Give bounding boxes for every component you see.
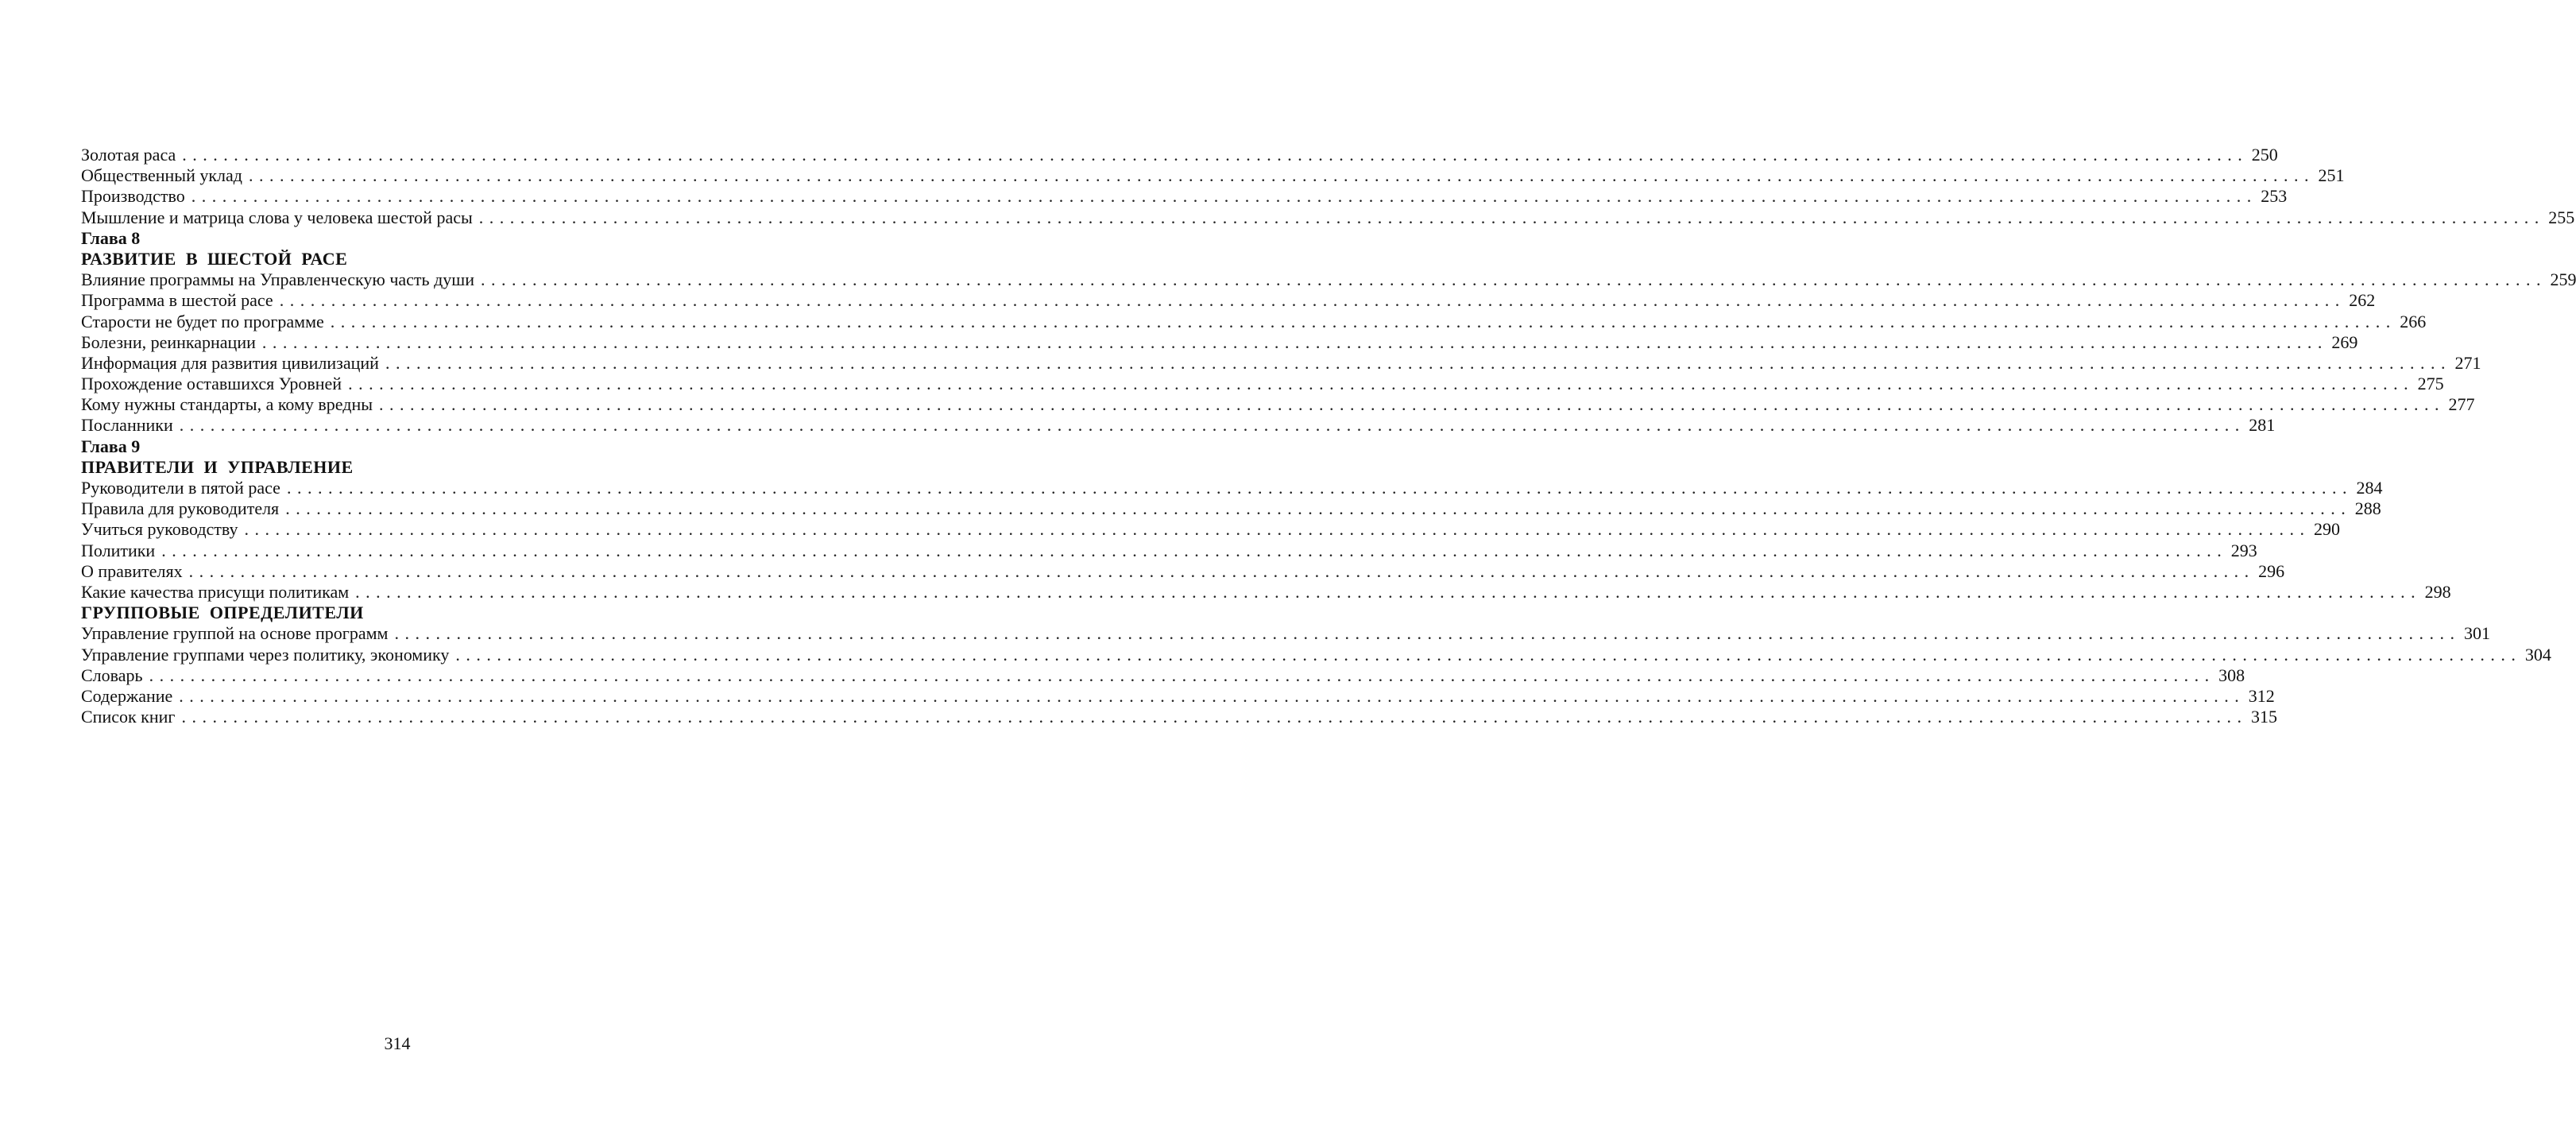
- dot-leader: . . . . . . . . . . . . . . . . . . . . . . . . . . . . . . . . . . . . . . . . . . . . . . . . . . . . . . . . . . . . . . . . . . . . . . . . . . . . . . . . . . . . . . . . . . . . . . . . . . . . . . . . . . . . . . . . . . . . . . . . . . . . . . . . . . . . . . . . . . . . . . . . . . . . . . . . . . . . . . . . . . . . . . . . . . . . . . . . . . . . . . . . . . . . . . . . . . . . . . . .: [261, 331, 2323, 352]
- toc-entry: [81, 269, 2576, 290]
- toc-entry-page: 277: [2448, 394, 2475, 415]
- toc-entry-page: 298: [2424, 581, 2451, 602]
- dot-leader: . . . . . . . . . . . . . . . . . . . . . . . . . . . . . . . . . . . . . . . . . . . . . . . . . . . . . . . . . . . . . . . . . . . . . . . . . . . . . . . . . . . . . . . . . . . . . . . . . . . . . . . . . . . . . . . . . . . . . . . . . . . . . . . . . . . . . . . . . . . . . . . . . . . . . . . . . . . . . . . . . . . . . . . . . . . . . . . . . . . . . . . . . . . . . . . . . . . . . . . .: [385, 352, 2446, 373]
- section-heading: ПРАВИТЕЛИ И УПРАВЛЕНИЕ: [81, 456, 354, 477]
- dot-leader: . . . . . . . . . . . . . . . . . . . . . . . . . . . . . . . . . . . . . . . . . . . . . . . . . . . . . . . . . . . . . . . . . . . . . . . . . . . . . . . . . . . . . . . . . . . . . . . . . . . . . . . . . . . . . . . . . . . . . . . . . . . . . . . . . . . . . . . . . . . . . . . . . . . . . . . . . . . . . . . . . . . . . . . . . . . . . . . . . . . . . . . . . . . . . . . . . . . . . . . .: [478, 207, 2540, 227]
- toc-entry-page: 315: [2250, 707, 2277, 727]
- dot-leader: . . . . . . . . . . . . . . . . . . . . . . . . . . . . . . . . . . . . . . . . . . . . . . . . . . . . . . . . . . . . . . . . . . . . . . . . . . . . . . . . . . . . . . . . . . . . . . . . . . . . . . . . . . . . . . . . . . . . . . . . . . . . . . . . . . . . . . . . . . . . . . . . . . . . . . . . . . . . . . . . . . . . . . . . . . . . . . . . . . . . . . . . . . . . . . . . . . . . . . . .: [179, 685, 2240, 706]
- dot-leader: . . . . . . . . . . . . . . . . . . . . . . . . . . . . . . . . . . . . . . . . . . . . . . . . . . . . . . . . . . . . . . . . . . . . . . . . . . . . . . . . . . . . . . . . . . . . . . . . . . . . . . . . . . . . . . . . . . . . . . . . . . . . . . . . . . . . . . . . . . . . . . . . . . . . . . . . . . . . . . . . . . . . . . . . . . . . . . . . . . . . . . . . . . . . . . . . . . . . . . . .: [348, 374, 2409, 394]
- toc-entry-title: Старости не будет по программе: [81, 311, 324, 331]
- toc-entry-page: 271: [2454, 352, 2481, 373]
- toc-entry-title: Болезни, реинкарнации: [81, 331, 256, 352]
- toc-entry: [81, 560, 2285, 582]
- toc-entry-title: Правила для руководителя: [81, 498, 280, 519]
- toc-entry: [81, 685, 2275, 707]
- toc-entry: [81, 540, 2257, 561]
- toc-entry-page: 250: [2251, 145, 2278, 165]
- toc-entry-page: 293: [2230, 540, 2257, 560]
- toc-entry-title: Программа в шестой расе: [81, 290, 273, 311]
- dot-leader: . . . . . . . . . . . . . . . . . . . . . . . . . . . . . . . . . . . . . . . . . . . . . . . . . . . . . . . . . . . . . . . . . . . . . . . . . . . . . . . . . . . . . . . . . . . . . . . . . . . . . . . . . . . . . . . . . . . . . . . . . . . . . . . . . . . . . . . . . . . . . . . . . . . . . . . . . . . . . . . . . . . . . . . . . . . . . . . . . . . . . . . . . . . . . . . . . . . . . . . .: [286, 478, 2348, 498]
- toc-entry: [81, 707, 2277, 727]
- dot-leader: . . . . . . . . . . . . . . . . . . . . . . . . . . . . . . . . . . . . . . . . . . . . . . . . . . . . . . . . . . . . . . . . . . . . . . . . . . . . . . . . . . . . . . . . . . . . . . . . . . . . . . . . . . . . . . . . . . . . . . . . . . . . . . . . . . . . . . . . . . . . . . . . . . . . . . . . . . . . . . . . . . . . . . . . . . . . . . . . . . . . . . . . . . . . . . . . . . . . . . . .: [379, 394, 2440, 415]
- toc-entry-title: Учиться руководству: [81, 519, 238, 540]
- toc-entry-title: Производство: [81, 186, 185, 207]
- toc-entry: [81, 331, 2358, 353]
- toc-entry: [81, 311, 2427, 332]
- dot-leader: . . . . . . . . . . . . . . . . . . . . . . . . . . . . . . . . . . . . . . . . . . . . . . . . . . . . . . . . . . . . . . . . . . . . . . . . . . . . . . . . . . . . . . . . . . . . . . . . . . . . . . . . . . . . . . . . . . . . . . . . . . . . . . . . . . . . . . . . . . . . . . . . . . . . . . . . . . . . . . . . . . . . . . . . . . . . . . . . . . . . . . . . . . . . . . . . . . . . . . . .: [244, 519, 2306, 540]
- dot-leader: . . . . . . . . . . . . . . . . . . . . . . . . . . . . . . . . . . . . . . . . . . . . . . . . . . . . . . . . . . . . . . . . . . . . . . . . . . . . . . . . . . . . . . . . . . . . . . . . . . . . . . . . . . . . . . . . . . . . . . . . . . . . . . . . . . . . . . . . . . . . . . . . . . . . . . . . . . . . . . . . . . . . . . . . . . . . . . . . . . . . . . . . . . . . . . . . . . . . . . . .: [355, 581, 2416, 602]
- toc-entry-title: Словарь: [81, 665, 143, 685]
- toc-entry-title: Управление группами через политику, экономику: [81, 644, 450, 665]
- toc-entry-page: 253: [2261, 186, 2288, 207]
- toc-entry-page: 251: [2318, 165, 2345, 186]
- toc-entry: [81, 478, 2383, 498]
- toc-entry-page: 290: [2314, 519, 2341, 540]
- toc-entry-page: 281: [2249, 415, 2276, 436]
- toc-entry: [81, 165, 2345, 186]
- toc-entry-title: Кому нужны стандарты, а кому вредны: [81, 394, 373, 415]
- toc-entry-title: Золотая раса: [81, 145, 176, 165]
- toc-entry-title: О правителях: [81, 560, 183, 581]
- toc-entry-title: Информация для развития цивилизаций: [81, 352, 379, 373]
- toc-entry-title: Список книг: [81, 707, 176, 727]
- dot-leader: . . . . . . . . . . . . . . . . . . . . . . . . . . . . . . . . . . . . . . . . . . . . . . . . . . . . . . . . . . . . . . . . . . . . . . . . . . . . . . . . . . . . . . . . . . . . . . . . . . . . . . . . . . . . . . . . . . . . . . . . . . . . . . . . . . . . . . . . . . . . . . . . . . . . . . . . . . . . . . . . . . . . . . . . . . . . . . . . . . . . . . . . . . . . . . . . . . . . . . . .: [285, 498, 2346, 519]
- toc-entry: [81, 352, 2481, 374]
- toc-entry: [81, 374, 2444, 394]
- dot-leader: . . . . . . . . . . . . . . . . . . . . . . . . . . . . . . . . . . . . . . . . . . . . . . . . . . . . . . . . . . . . . . . . . . . . . . . . . . . . . . . . . . . . . . . . . . . . . . . . . . . . . . . . . . . . . . . . . . . . . . . . . . . . . . . . . . . . . . . . . . . . . . . . . . . . . . . . . . . . . . . . . . . . . . . . . . . . . . . . . . . . . . . . . . . . . . . . . . . . . . . .: [248, 165, 2310, 186]
- toc-entry-title: Какие качества присущи политикам: [81, 581, 350, 602]
- toc-entry-title: Общественный уклад: [81, 165, 242, 186]
- toc-entry-page: 301: [2463, 623, 2490, 644]
- toc-entry-title: Прохождение оставшихся Уровней: [81, 374, 342, 394]
- dot-leader: . . . . . . . . . . . . . . . . . . . . . . . . . . . . . . . . . . . . . . . . . . . . . . . . . . . . . . . . . . . . . . . . . . . . . . . . . . . . . . . . . . . . . . . . . . . . . . . . . . . . . . . . . . . . . . . . . . . . . . . . . . . . . . . . . . . . . . . . . . . . . . . . . . . . . . . . . . . . . . . . . . . . . . . . . . . . . . . . . . . . . . . . . . . . . . . . . . . . . . . .: [149, 665, 2210, 685]
- toc-entry-title: Руководители в пятой расе: [81, 478, 280, 498]
- dot-leader: . . . . . . . . . . . . . . . . . . . . . . . . . . . . . . . . . . . . . . . . . . . . . . . . . . . . . . . . . . . . . . . . . . . . . . . . . . . . . . . . . . . . . . . . . . . . . . . . . . . . . . . . . . . . . . . . . . . . . . . . . . . . . . . . . . . . . . . . . . . . . . . . . . . . . . . . . . . . . . . . . . . . . . . . . . . . . . . . . . . . . . . . . . . . . . . . . . . . . . . .: [191, 186, 2253, 207]
- toc-entry-page: 312: [2248, 685, 2275, 706]
- dot-leader: . . . . . . . . . . . . . . . . . . . . . . . . . . . . . . . . . . . . . . . . . . . . . . . . . . . . . . . . . . . . . . . . . . . . . . . . . . . . . . . . . . . . . . . . . . . . . . . . . . . . . . . . . . . . . . . . . . . . . . . . . . . . . . . . . . . . . . . . . . . . . . . . . . . . . . . . . . . . . . . . . . . . . . . . . . . . . . . . . . . . . . . . . . . . . . . . . . . . . . . .: [182, 145, 2243, 165]
- toc-entry: [81, 519, 2341, 540]
- toc-entry: [81, 290, 2376, 311]
- toc-entry: [81, 665, 2245, 686]
- dot-leader: . . . . . . . . . . . . . . . . . . . . . . . . . . . . . . . . . . . . . . . . . . . . . . . . . . . . . . . . . . . . . . . . . . . . . . . . . . . . . . . . . . . . . . . . . . . . . . . . . . . . . . . . . . . . . . . . . . . . . . . . . . . . . . . . . . . . . . . . . . . . . . . . . . . . . . . . . . . . . . . . . . . . . . . . . . . . . . . . . . . . . . . . . . . . . . . . . . . . . . . .: [279, 290, 2341, 311]
- toc-entry-title: Посланники: [81, 415, 173, 436]
- chapter-label: Глава 9: [81, 436, 141, 456]
- toc-entry-title: Управление группой на основе программ: [81, 623, 389, 644]
- toc-entry-page: 262: [2349, 290, 2376, 311]
- toc-entry-page: 269: [2331, 331, 2358, 352]
- toc-entry: [81, 186, 2288, 207]
- toc-entry-page: 304: [2524, 644, 2551, 665]
- toc-entry: [81, 581, 2451, 603]
- toc-entry: [81, 394, 2475, 415]
- toc-entry: [81, 415, 2276, 436]
- chapter-label: Глава 8: [81, 227, 141, 248]
- toc-entry-page: 284: [2356, 478, 2383, 498]
- toc-entry-page: 288: [2354, 498, 2381, 519]
- section-heading: РАЗВИТИЕ В ШЕСТОЙ РАСЕ: [81, 248, 348, 269]
- toc-entry-title: Политики: [81, 540, 156, 560]
- toc-entry-title: Содержание: [81, 685, 173, 706]
- dot-leader: . . . . . . . . . . . . . . . . . . . . . . . . . . . . . . . . . . . . . . . . . . . . . . . . . . . . . . . . . . . . . . . . . . . . . . . . . . . . . . . . . . . . . . . . . . . . . . . . . . . . . . . . . . . . . . . . . . . . . . . . . . . . . . . . . . . . . . . . . . . . . . . . . . . . . . . . . . . . . . . . . . . . . . . . . . . . . . . . . . . . . . . . . . . . . . . . . . . . . . . .: [330, 311, 2392, 331]
- dot-leader: . . . . . . . . . . . . . . . . . . . . . . . . . . . . . . . . . . . . . . . . . . . . . . . . . . . . . . . . . . . . . . . . . . . . . . . . . . . . . . . . . . . . . . . . . . . . . . . . . . . . . . . . . . . . . . . . . . . . . . . . . . . . . . . . . . . . . . . . . . . . . . . . . . . . . . . . . . . . . . . . . . . . . . . . . . . . . . . . . . . . . . . . . . . . . . . . . . . . . . . .: [181, 707, 2242, 727]
- toc-entry: [81, 623, 2490, 644]
- toc-entry-page: 308: [2218, 665, 2245, 685]
- toc-entry-page: 296: [2258, 560, 2285, 581]
- toc-entry-title: Мышление и матрица слова у человека шестой расы: [81, 207, 473, 227]
- section-heading: ГРУППОВЫЕ ОПРЕДЕЛИТЕЛИ: [81, 603, 364, 623]
- dot-leader: . . . . . . . . . . . . . . . . . . . . . . . . . . . . . . . . . . . . . . . . . . . . . . . . . . . . . . . . . . . . . . . . . . . . . . . . . . . . . . . . . . . . . . . . . . . . . . . . . . . . . . . . . . . . . . . . . . . . . . . . . . . . . . . . . . . . . . . . . . . . . . . . . . . . . . . . . . . . . . . . . . . . . . . . . . . . . . . . . . . . . . . . . . . . . . . . . . . . . . . .: [480, 269, 2542, 290]
- toc-entry: [81, 207, 2575, 228]
- dot-leader: . . . . . . . . . . . . . . . . . . . . . . . . . . . . . . . . . . . . . . . . . . . . . . . . . . . . . . . . . . . . . . . . . . . . . . . . . . . . . . . . . . . . . . . . . . . . . . . . . . . . . . . . . . . . . . . . . . . . . . . . . . . . . . . . . . . . . . . . . . . . . . . . . . . . . . . . . . . . . . . . . . . . . . . . . . . . . . . . . . . . . . . . . . . . . . . . . . . . . . . .: [455, 644, 2516, 665]
- toc-entry-title: Влияние программы на Управленческую часть души: [81, 269, 474, 290]
- table-of-contents: [81, 145, 2576, 727]
- toc-entry: [81, 644, 2551, 665]
- toc-entry: [81, 145, 2278, 165]
- toc-entry: [81, 498, 2381, 519]
- dot-leader: . . . . . . . . . . . . . . . . . . . . . . . . . . . . . . . . . . . . . . . . . . . . . . . . . . . . . . . . . . . . . . . . . . . . . . . . . . . . . . . . . . . . . . . . . . . . . . . . . . . . . . . . . . . . . . . . . . . . . . . . . . . . . . . . . . . . . . . . . . . . . . . . . . . . . . . . . . . . . . . . . . . . . . . . . . . . . . . . . . . . . . . . . . . . . . . . . . . . . . . .: [161, 540, 2222, 560]
- toc-entry-page: 255: [2548, 207, 2575, 227]
- toc-entry-page: 275: [2417, 374, 2444, 394]
- page-number: 314: [384, 1033, 411, 1053]
- dot-leader: . . . . . . . . . . . . . . . . . . . . . . . . . . . . . . . . . . . . . . . . . . . . . . . . . . . . . . . . . . . . . . . . . . . . . . . . . . . . . . . . . . . . . . . . . . . . . . . . . . . . . . . . . . . . . . . . . . . . . . . . . . . . . . . . . . . . . . . . . . . . . . . . . . . . . . . . . . . . . . . . . . . . . . . . . . . . . . . . . . . . . . . . . . . . . . . . . . . . . . . .: [394, 623, 2455, 644]
- dot-leader: . . . . . . . . . . . . . . . . . . . . . . . . . . . . . . . . . . . . . . . . . . . . . . . . . . . . . . . . . . . . . . . . . . . . . . . . . . . . . . . . . . . . . . . . . . . . . . . . . . . . . . . . . . . . . . . . . . . . . . . . . . . . . . . . . . . . . . . . . . . . . . . . . . . . . . . . . . . . . . . . . . . . . . . . . . . . . . . . . . . . . . . . . . . . . . . . . . . . . . . .: [179, 415, 2241, 436]
- toc-entry-page: 259: [2550, 269, 2576, 290]
- toc-entry-page: 266: [2400, 311, 2427, 331]
- dot-leader: . . . . . . . . . . . . . . . . . . . . . . . . . . . . . . . . . . . . . . . . . . . . . . . . . . . . . . . . . . . . . . . . . . . . . . . . . . . . . . . . . . . . . . . . . . . . . . . . . . . . . . . . . . . . . . . . . . . . . . . . . . . . . . . . . . . . . . . . . . . . . . . . . . . . . . . . . . . . . . . . . . . . . . . . . . . . . . . . . . . . . . . . . . . . . . . . . . . . . . . .: [188, 560, 2250, 581]
